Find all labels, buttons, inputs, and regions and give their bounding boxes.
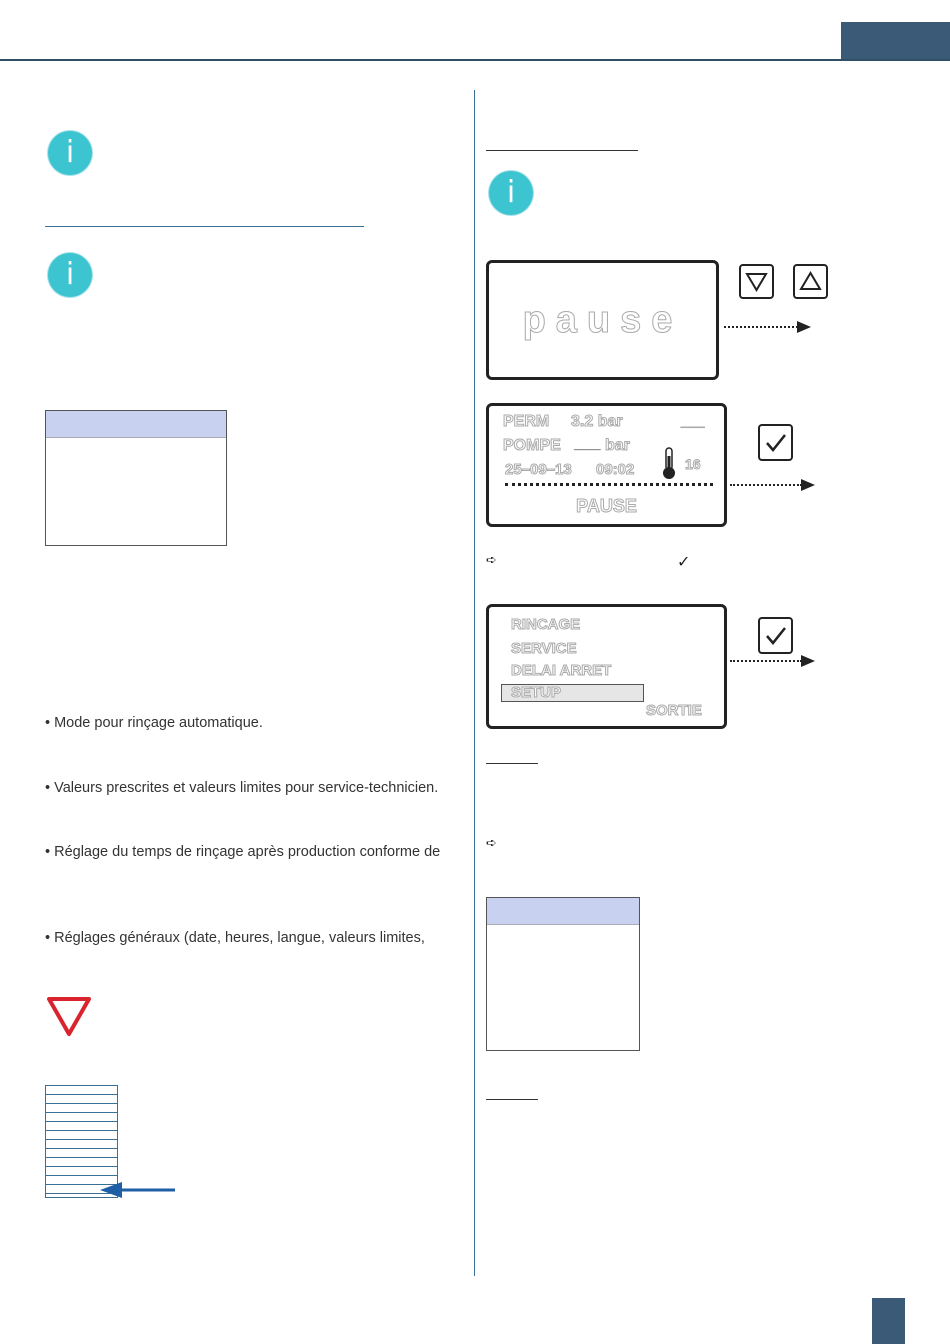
up-triangle-icon bbox=[795, 266, 826, 297]
section-rule bbox=[486, 763, 538, 764]
bullet-delai: • Réglage du temps de rinçage après production conforme de bbox=[45, 844, 441, 860]
status-text: PAUSE bbox=[576, 496, 637, 516]
info-icon: i bbox=[48, 131, 92, 175]
progress-dots bbox=[505, 483, 713, 486]
down-key-button[interactable] bbox=[739, 264, 774, 299]
perm-status: ___ bbox=[681, 413, 705, 429]
display-status-screen bbox=[486, 403, 727, 527]
section-rule bbox=[486, 150, 638, 151]
temperature-value: 16 bbox=[685, 456, 701, 472]
date-text: 25–09–13 bbox=[505, 461, 572, 478]
note-arrow-icon: ➪ bbox=[486, 553, 497, 568]
page-number-tab bbox=[872, 1298, 905, 1344]
menu-table-header bbox=[487, 898, 639, 925]
dotted-arrow bbox=[730, 660, 802, 662]
header-tab bbox=[841, 22, 950, 61]
dotted-arrow bbox=[724, 326, 798, 328]
ok-key-button[interactable] bbox=[758, 617, 793, 654]
bullet-setup: • Réglages généraux (date, heures, langue, valeurs limites, bbox=[45, 930, 425, 946]
menu-table-header bbox=[46, 411, 226, 438]
menu-item-delai-arret: DELAI ARRET bbox=[511, 662, 612, 679]
section-rule bbox=[486, 1099, 538, 1100]
bullet-service: • Valeurs prescrites et valeurs limites pour service-technicien. bbox=[45, 780, 439, 796]
ok-key-button[interactable] bbox=[758, 424, 793, 461]
header-rule bbox=[0, 59, 950, 61]
down-triangle-icon bbox=[741, 266, 772, 297]
perm-value: 3.2 bar bbox=[571, 413, 623, 430]
perm-label: PERM bbox=[503, 413, 550, 430]
warning-triangle-icon bbox=[46, 996, 92, 1038]
note-arrow-icon: ➪ bbox=[486, 836, 497, 851]
pause-text: pause bbox=[522, 299, 683, 341]
pompe-unit: bar bbox=[605, 437, 630, 454]
checkmark-icon bbox=[760, 619, 791, 652]
checkmark-icon bbox=[760, 426, 791, 459]
bullet-rincage: • Mode pour rinçage automatique. bbox=[45, 715, 263, 731]
pompe-value: ___ bbox=[574, 435, 601, 452]
pompe-label: POMPE bbox=[503, 437, 561, 454]
up-key-button[interactable] bbox=[793, 264, 828, 299]
display-menu-screen bbox=[486, 604, 727, 729]
menu-item-service: SERVICE bbox=[511, 640, 577, 657]
arrowhead-icon bbox=[801, 655, 815, 667]
section-rule bbox=[45, 226, 364, 227]
arrowhead-icon bbox=[797, 321, 811, 333]
menu-exit: SORTIE bbox=[646, 702, 702, 719]
time-text: 09:02 bbox=[596, 461, 635, 478]
menu-table bbox=[45, 410, 227, 546]
info-icon: i bbox=[48, 253, 92, 297]
arrow-left-icon bbox=[98, 1180, 178, 1200]
info-icon: i bbox=[489, 171, 533, 215]
arrowhead-icon bbox=[801, 479, 815, 491]
dotted-arrow bbox=[730, 484, 802, 486]
check-symbol: ✓ bbox=[677, 552, 691, 571]
display-pause-screen bbox=[486, 260, 719, 380]
menu-table bbox=[486, 897, 640, 1051]
thermometer-icon bbox=[661, 446, 677, 480]
column-divider bbox=[474, 90, 475, 1276]
menu-item-rincage: RINCAGE bbox=[511, 616, 581, 633]
menu-item-setup: SETUP bbox=[511, 684, 562, 701]
